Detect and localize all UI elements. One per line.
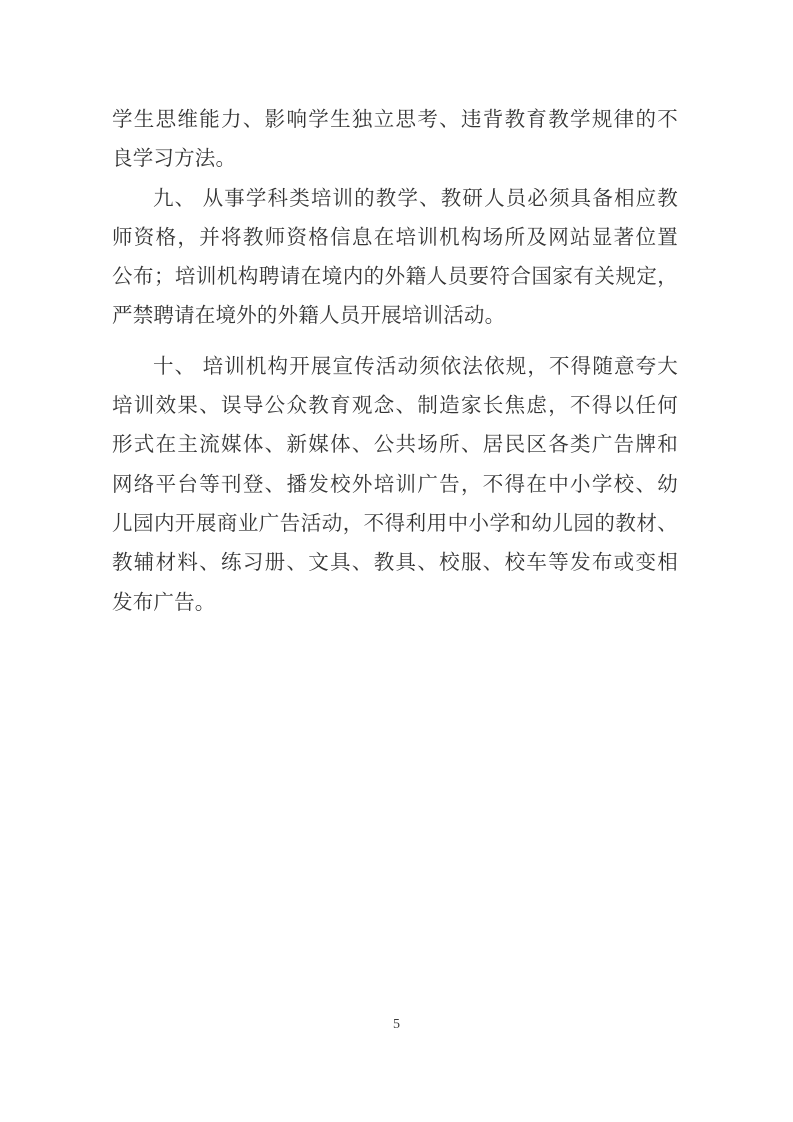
text-line: 形式在主流媒体、新媒体、公共场所、居民区各类广告牌和 [112, 434, 678, 457]
text-line: 儿园内开展商业广告活动，不得利用中小学和幼儿园的教材、 [112, 512, 678, 535]
text-line: 十、 培训机构开展宣传活动须依法依规，不得随意夸大 [153, 355, 678, 378]
text-line: 发布广告。 [112, 591, 216, 614]
page-number: 5 [393, 1017, 400, 1032]
paragraph-continuation [112, 101, 678, 180]
paragraph-item-nine [112, 180, 678, 337]
text-line: 培训效果、误导公众教育观念、制造家长焦虑，不得以任何 [112, 395, 678, 418]
page-footer [0, 1015, 793, 1033]
text-line: 严禁聘请在境外的外籍人员开展培训活动。 [112, 305, 506, 328]
text-line: 师资格，并将教师资格信息在培训机构场所及网站显著位置 [112, 226, 678, 249]
text-line: 良学习方法。 [112, 148, 237, 171]
text-line: 网络平台等刊登、播发校外培训广告，不得在中小学校、幼 [112, 473, 678, 496]
text-line: 九、 从事学科类培训的教学、教研人员必须具备相应教 [153, 187, 678, 210]
document-body-text [112, 101, 678, 623]
text-line: 教辅材料、练习册、文具、教具、校服、校车等发布或变相 [112, 552, 678, 575]
paragraph-item-ten [112, 348, 678, 623]
text-line: 公布；培训机构聘请在境内的外籍人员要符合国家有关规定， [112, 266, 678, 289]
text-line: 学生思维能力、影响学生独立思考、违背教育教学规律的不 [112, 109, 678, 131]
